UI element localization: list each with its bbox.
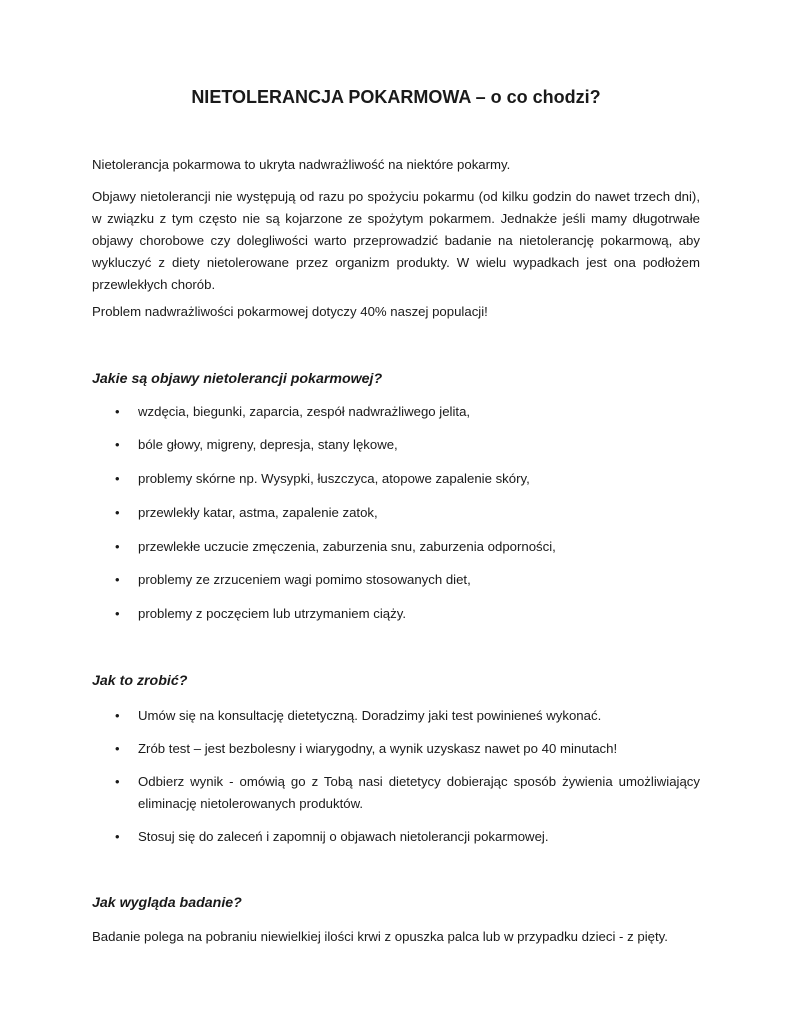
bullet-icon: • (115, 505, 120, 520)
list-item-text: bóle głowy, migreny, depresja, stany lękowe, (138, 437, 398, 452)
bullet-icon: • (115, 606, 120, 621)
bullet-icon: • (115, 471, 120, 486)
bullet-icon: • (115, 741, 120, 756)
bullet-icon: • (115, 774, 120, 789)
list-item-text: Zrób test – jest bezbolesny i wiarygodny, a wynik uzyskasz nawet po 40 minutach! (138, 741, 618, 756)
list-item-text: Stosuj się do zaleceń i zapomnij o objawach nietolerancji pokarmowej. (138, 829, 549, 844)
list-item-text: Umów się na konsultację dietetyczną. Doradzimy jaki test powinieneś wykonać. (138, 708, 602, 723)
intro-paragraph-3: Problem nadwrażliwości pokarmowej dotyczy 40% naszej populacji! (92, 304, 488, 319)
bullet-icon: • (115, 404, 120, 419)
list-item-text: przewlekły katar, astma, zapalenie zatok, (138, 505, 378, 520)
section-heading-examination: Jak wygląda badanie? (92, 895, 242, 911)
list-item-text: wzdęcia, biegunki, zaparcia, zespół nadwrażliwego jelita, (138, 404, 471, 419)
list-item-text: przewlekłe uczucie zmęczenia, zaburzenia snu, zaburzenia odporności, (138, 539, 556, 554)
bullet-icon: • (115, 572, 120, 587)
list-item-text: problemy skórne np. Wysypki, łuszczyca, atopowe zapalenie skóry, (138, 471, 530, 486)
list-item-text: problemy z poczęciem lub utrzymaniem ciąży. (138, 606, 406, 621)
intro-paragraph-2: Objawy nietolerancji nie występują od razu po spożyciu pokarmu (od kilku godzin do nawet trzech dni), w związku z tym często nie są kojarzone ze spożytym pokarmem. Jednakże jeśli mamy długotrwałe objawy chorobowe czy dolegliwości warto przeprowadzić badanie na nietolerancję pokarmową, aby wykluczyć z diety nietolerowane przez organizm produkty. W wielu wypadkach jest ona podłożem przewlekłych chorób. (92, 189, 700, 292)
bullet-icon: • (115, 539, 120, 554)
list-item-text: Odbierz wynik - omówią go z Tobą nasi dietetycy dobierając sposób żywienia umożliwiający eliminację nietolerowanych produktów. (138, 774, 700, 811)
bullet-icon: • (115, 708, 120, 723)
section-heading-how-to: Jak to zrobić? (92, 673, 188, 689)
section-heading-symptoms: Jakie są objawy nietolerancji pokarmowej? (92, 371, 383, 387)
page-title: NIETOLERANCJA POKARMOWA – o co chodzi? (191, 87, 601, 107)
bullet-icon: • (115, 829, 120, 844)
examination-paragraph: Badanie polega na pobraniu niewielkiej ilości krwi z opuszka palca lub w przypadku dzieci - z pięty. (92, 929, 668, 944)
list-item-text: problemy ze zrzuceniem wagi pomimo stosowanych diet, (138, 572, 471, 587)
intro-paragraph-1: Nietolerancja pokarmowa to ukryta nadwrażliwość na niektóre pokarmy. (92, 157, 511, 172)
bullet-icon: • (115, 437, 120, 452)
